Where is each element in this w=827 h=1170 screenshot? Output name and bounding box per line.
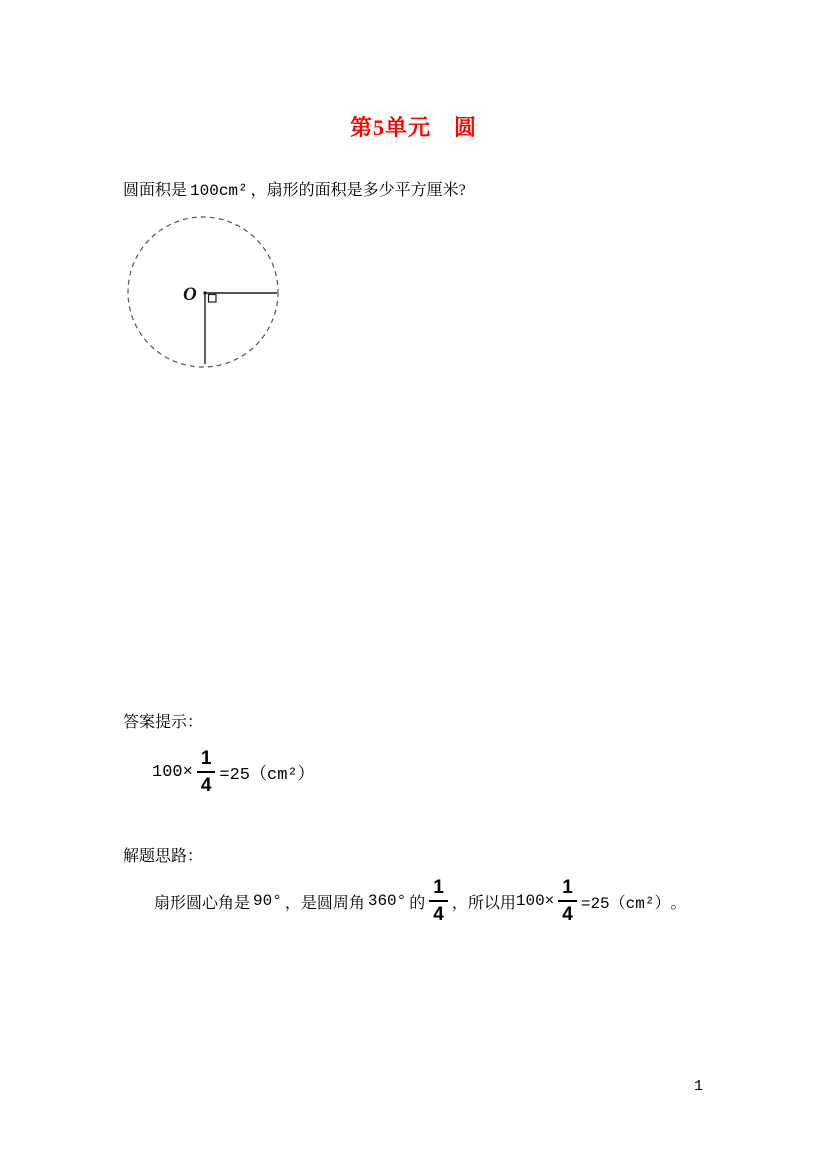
solution-seg3: 的 [409,894,426,912]
question-text [123,181,466,201]
solution-fraction-2 [558,877,577,925]
formula-rhs: =25（cm²） [219,766,315,785]
center-label-O: O [183,284,197,305]
center-point [203,291,206,294]
solution-seg4: ，所以用 [451,894,516,912]
fraction-denominator: 4 [562,904,573,925]
formula-lhs: 100× [152,762,193,782]
formula-fraction [197,748,216,796]
solution-seg1: 扇形圆心角是 [154,894,251,912]
page-number: 1 [694,1078,704,1095]
fraction-numerator: 1 [558,877,577,902]
fraction-denominator: 4 [433,904,444,925]
solution-period: 。 [670,894,687,912]
solution-text [154,877,686,925]
fraction-numerator: 1 [429,877,448,902]
solution-fraction-1 [429,877,448,925]
circle-sector-diagram [115,212,295,372]
question-area-value: 100cm² [190,182,248,200]
right-angle-marker [209,295,217,303]
solution-angle-360: 360° [367,892,407,910]
answer-formula [152,748,315,796]
question-seg1: 圆面积是 [123,182,188,199]
page-title: 第5单元 圆 [349,115,477,140]
fraction-denominator: 4 [200,775,212,796]
solution-seg2: ，是圆周角 [284,894,365,912]
answer-heading: 答案提示： [123,714,204,731]
solution-result: =25（cm²） [580,894,671,913]
solution-100x: 100× [515,892,555,910]
solution-heading: 解题思路： [123,848,204,865]
dashed-circle [128,217,278,367]
question-seg2: ，扇形的面积是多少平方厘米? [250,182,466,199]
solution-angle-90: 90° [253,892,282,910]
fraction-numerator: 1 [197,748,216,773]
